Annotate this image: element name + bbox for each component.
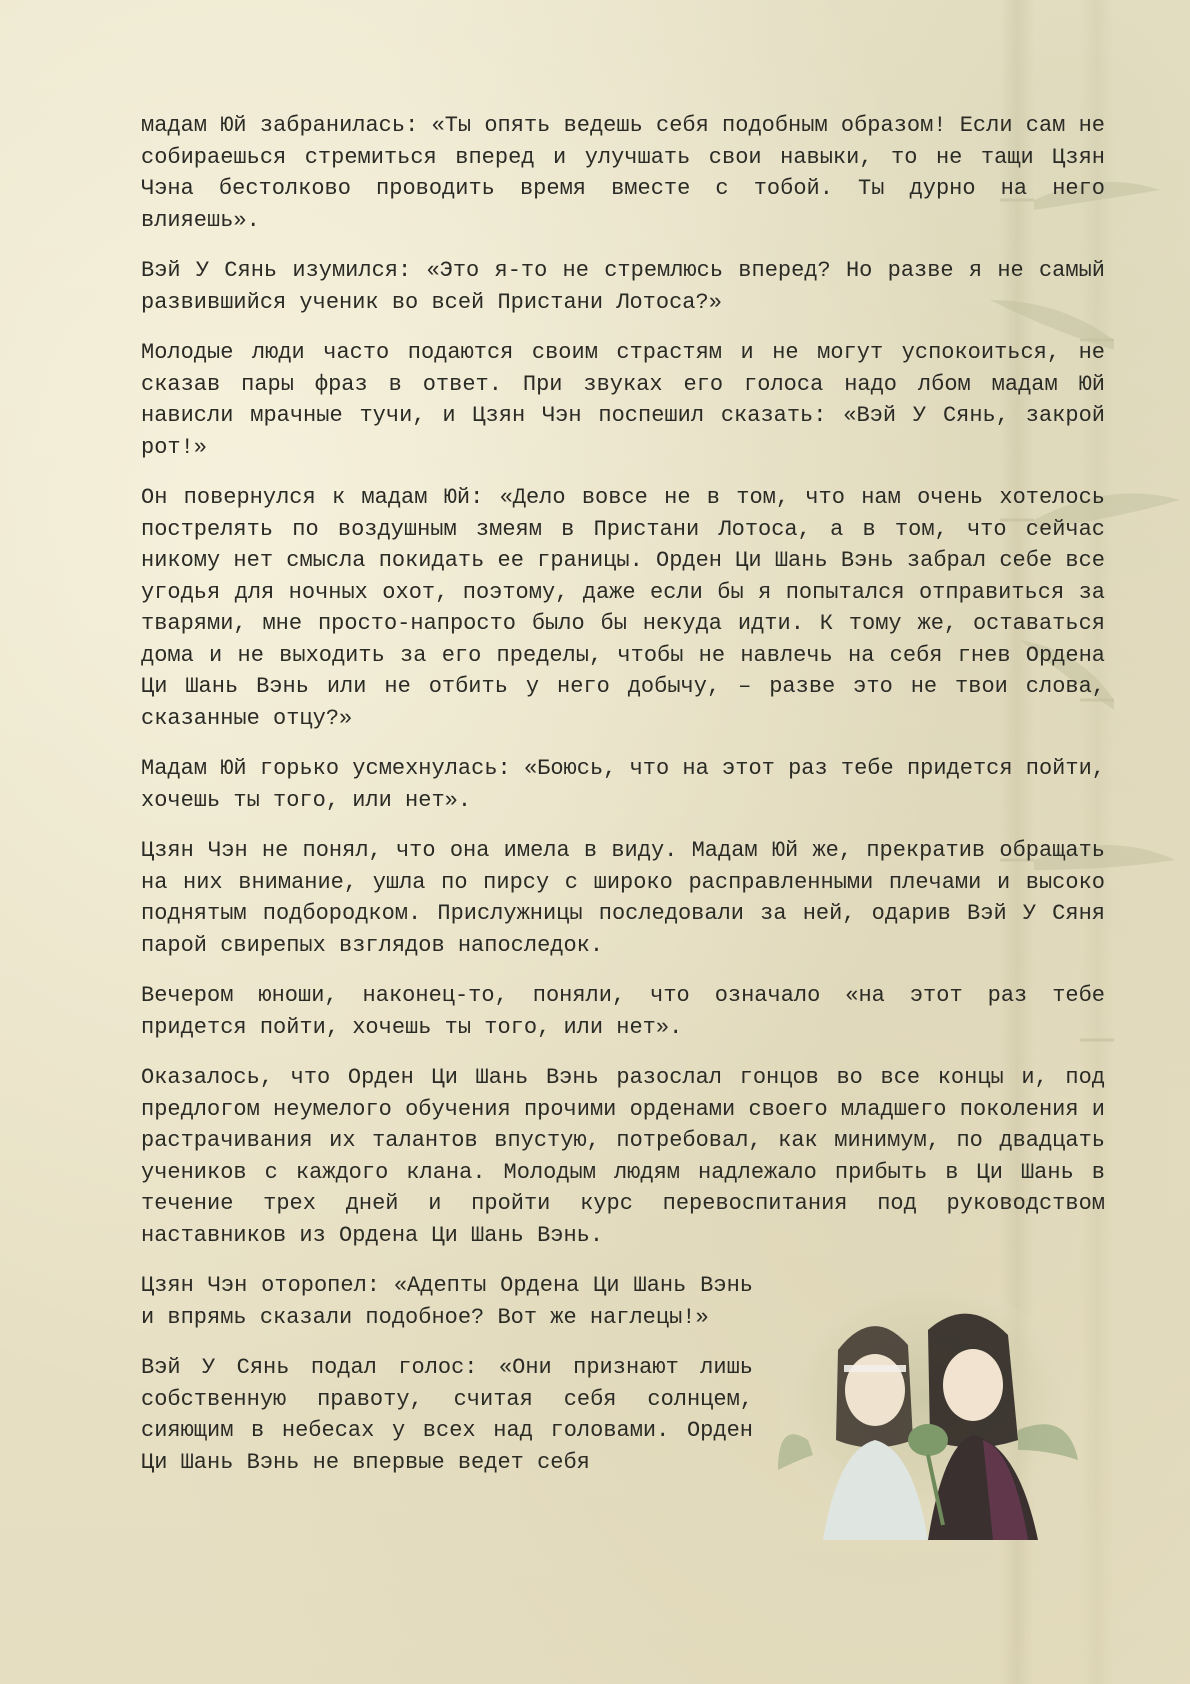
paragraph: Вэй У Сянь подал голос: «Они признают лишь собственную правоту, считая себя солнцем, сияющим в небесах у всех над головами. Орден Ци Шань Вэнь не впервые ведет себя (141, 1355, 753, 1475)
paragraph: Вечером юноши, наконец-то, поняли, что означало «на этот раз тебе придется пойти, хочешь ты того, или нет». (141, 983, 1105, 1040)
paragraph: Цзян Чэн оторопел: «Адепты Ордена Ци Шань Вэнь и впрямь сказали подобное? Вот же наглецы!» (141, 1273, 753, 1330)
paragraph: Вэй У Сянь изумился: «Это я-то не стремлюсь вперед? Но разве я не самый развившийся ученик во всей Пристани Лотоса?» (141, 258, 1105, 315)
paragraph: Оказалось, что Орден Ци Шань Вэнь разослал гонцов во все концы и, под предлогом неумелого обучения прочими орденами своего младшего поколения и растрачивания их талантов впустую, потребовал, как минимум, по двадцать учеников с каждого клана. Молодым людям надлежало прибыть в Ци Шань в течение трех дней и пройти курс перевоспитания под руководством наставников из Ордена Ци Шань Вэнь. (141, 1065, 1105, 1248)
paragraph: Молодые люди часто подаются своим страстям и не могут успокоиться, не сказав пары фраз в ответ. При звуках его голоса надо лбом мадам Юй нависли мрачные тучи, и Цзян Чэн поспешил сказать: «Вэй У Сянь, закрой рот!» (141, 340, 1105, 460)
body-text (141, 110, 1105, 1497)
paragraph: Мадам Юй горько усмехнулась: «Боюсь, что на этот раз тебе придется пойти, хочешь ты того, или нет». (141, 756, 1105, 813)
paragraph: Цзян Чэн не понял, что она имела в виду. Мадам Юй же, прекратив обращать на них внимание, ушла по пирсу с широко расправленными плечами и высоко поднятым подбородком. Прислужницы последовали за ней, одарив Вэй У Сяня парой свирепых взглядов напоследок. (141, 838, 1105, 958)
two-characters-illustration (778, 1290, 1078, 1540)
paragraph: мадам Юй забранилась: «Ты опять ведешь себя подобным образом! Если сам не собираешься стремиться вперед и улучшать свои навыки, то не тащи Цзян Чэна бестолково проводить время вместе с тобой. Ты дурно на него влияешь». (141, 113, 1105, 233)
paragraph: Он повернулся к мадам Юй: «Дело вовсе не в том, что нам очень хотелось пострелять по воздушным змеям в Пристани Лотоса, а в том, что сейчас никому нет смысла покидать ее границы. Орден Ци Шань Вэнь забрал себе все угодья для ночных охот, поэтому, даже если бы я попытался отправиться за тварями, мне просто-напросто было бы некуда идти. К тому же, оставаться дома и не выходить за его пределы, чтобы не навлечь на себя гнев Ордена Ци Шань Вэнь или не отбить у него добычу, – разве это не твои слова, сказанные отцу?» (141, 485, 1105, 731)
